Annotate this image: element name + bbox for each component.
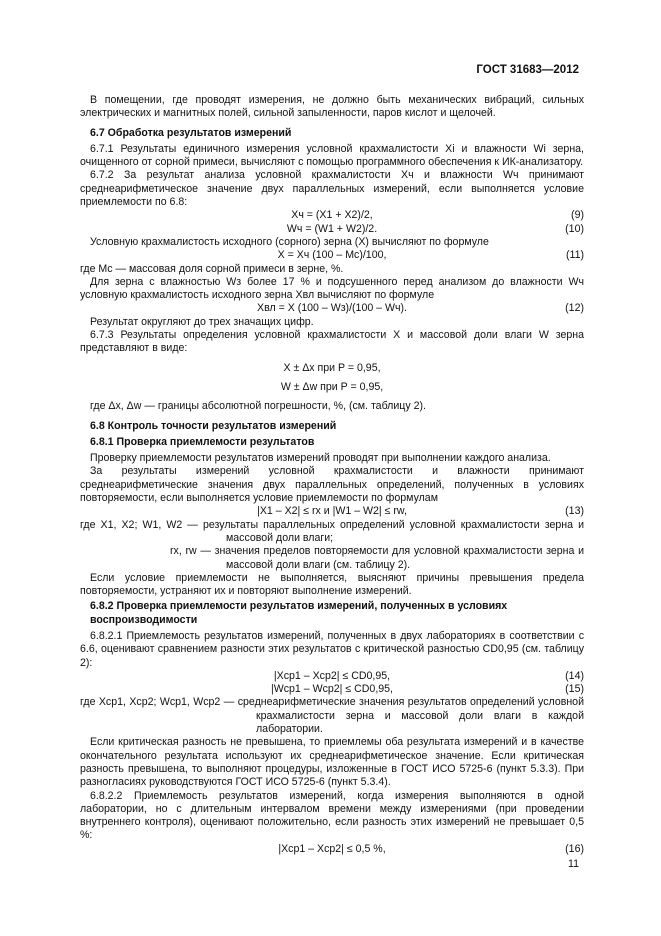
paragraph-6-8-1-b: За результаты измерений условной крахмалистости и влажности принимают среднеарифметические значения двух параллельных определений, полученных в условиях повторяемости, если выполняется условие приемлемости по формулам	[80, 465, 584, 505]
where-delta: где Δx, Δw — границы абсолютной погрешности, %, (см. таблицу 2).	[90, 400, 426, 413]
paragraph-6-7-2: 6.7.2 За результат анализа условной крахмалистости Xч и влажности Wч принимают среднеарифметическое значение двух параллельных измерений, если выполняется условие приемлемости по 6.8:	[80, 169, 584, 209]
page-number: 11	[568, 858, 579, 870]
formula-13: |X1 – X2| ≤ rx и |W1 – W2| ≤ rw, (13)	[257, 505, 584, 518]
where-impurity: где Mс — массовая доля сорной примеси в зерне, %.	[80, 262, 344, 275]
section-6-8-1-heading: 6.8.1 Проверка приемлемости результатов	[90, 435, 315, 448]
section-6-8-heading: 6.8 Контроль точности результатов измерений	[90, 419, 337, 432]
formula-15: |Wср1 – Wср2| ≤ CD0,95, (15)	[270, 683, 584, 696]
paragraph-conditional-starch: Условную крахмалистость исходного (сорного) зерна (X) вычисляют по формуле	[90, 235, 489, 248]
formula-14: |Xср1 – Xср2| ≤ CD0,95, (14)	[273, 669, 584, 682]
formula-12: Xвл = X (100 – Wз)/(100 – Wч). (12)	[257, 302, 584, 315]
paragraph-critical-difference: Если критическая разность не превышена, то приемлемы оба результата измерений и в качестве окончательного результата используют их среднеарифметическое значение. Если критическая разность превышена, то выполняют процедуры, изложенные в ГОСТ ИСО 5725-6 (пункт 5.3.3). При разногласиях руководствуются ГОСТ ИСО 5725-6 (пункт 5.3.4).	[80, 736, 584, 789]
definition-15: где Xср1, Xср2; Wср1, Wср2 — среднеарифметические значения результатов определений условной крахмалистости зерна и массовой доли влаги в каждой лаборатории.	[80, 696, 584, 736]
paragraph-6-8-1-a: Проверку приемлемости результатов измерений проводят при выполнении каждого анализа.	[90, 452, 551, 465]
section-6-8-2-heading: 6.8.2 Проверка приемлемости результатов измерений, полученных в условиях воспроизводимости	[90, 600, 508, 626]
page-body	[80, 94, 584, 856]
document-header: ГОСТ 31683—2012	[476, 64, 579, 76]
formula-w-result: W ± Δw при P = 0,95,	[280, 380, 384, 393]
paragraph-not-acceptable: Если условие приемлемости не выполняется, выясняют причины превышения предела повторяемости, устраняют их и повторяют выполнение измерений.	[80, 571, 584, 598]
intro-paragraph: В помещении, где проводят измерения, не должно быть механических вибраций, сильных электрических и магнитных полей, сильной запыленности, паров кислот и щелочей.	[80, 94, 584, 120]
paragraph-rounding: Результат округляют до трех значащих цифр.	[90, 315, 314, 328]
paragraph-6-8-2-1: 6.8.2.1 Приемлемость результатов измерений, полученных в двух лабораториях в соответствии с 6.6, оценивают сравнением разности этих результатов с критической разностью CD0,95 (см. таблицу 2):	[80, 629, 584, 669]
formula-16: |Xср1 – Xср2| ≤ 0,5 %, (16)	[278, 842, 584, 855]
paragraph-moisture: Для зерна с влажностью Wз более 17 % и подсушенного перед анализом до влажности Wч условную крахмалистость исходного зерна Xвл вычисляют по формуле	[80, 275, 584, 302]
formula-9: Xч = (X1 + X2)/2, (9)	[291, 209, 584, 222]
definition-13-b: rx, rw — значения пределов повторяемости для условной крахмалистости зерна и массовой доли влаги (см. таблицу 2).	[170, 545, 584, 571]
formula-10: Wч = (W1 + W2)/2. (10)	[286, 222, 584, 235]
paragraph-6-7-1: 6.7.1 Результаты единичного измерения условной крахмалистости Xi и влажности Wi зерна, очищенного от сорной примеси, вычисляют с помощью программного обеспечения к ИК-анализатору.	[80, 142, 584, 169]
definition-13-a: где X1, X2; W1, W2 — результаты параллельных определений условной крахмалистости зерна и массовой доли влаги;	[80, 518, 584, 544]
formula-x-result: X ± Δx при P = 0,95,	[283, 361, 381, 374]
formula-11: X = Xч (100 – Mс)/100, (11)	[277, 249, 584, 262]
paragraph-6-7-3: 6.7.3 Результаты определения условной крахмалистости X и массовой доли влаги W зерна представляют в виде:	[80, 329, 584, 355]
section-6-7-heading: 6.7 Обработка результатов измерений	[90, 126, 292, 139]
paragraph-6-8-2-2: 6.8.2.2 Приемлемость результатов измерений, когда измерения выполняются в одной лаборатории, но с длительным интервалом времени между измерениями (при проведении внутреннего контроля), оценивают положительно, если разность этих измерений не превышает 0,5 %:	[80, 789, 584, 842]
